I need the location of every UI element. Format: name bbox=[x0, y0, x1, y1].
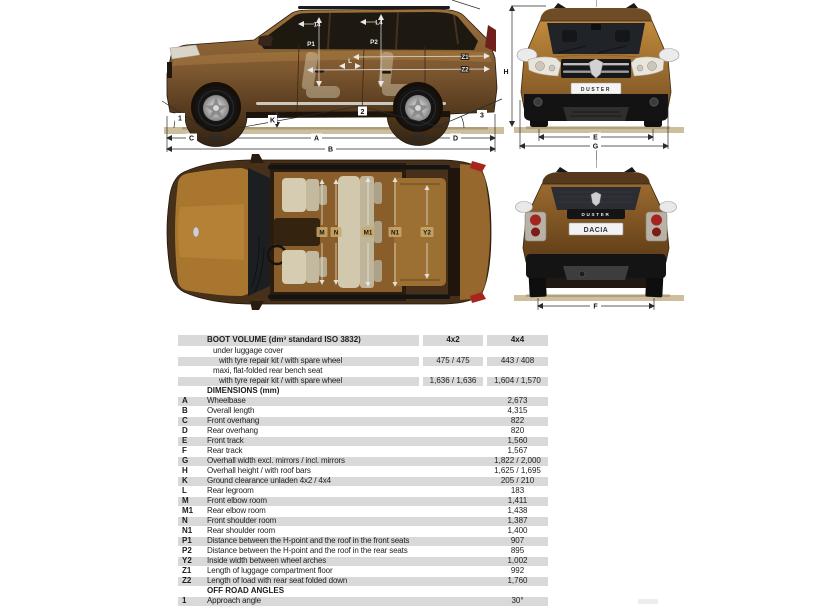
row-code: C bbox=[182, 416, 188, 425]
row-label: Approach angle bbox=[207, 596, 261, 605]
row-code: P1 bbox=[182, 536, 192, 545]
fog-light bbox=[534, 98, 542, 106]
mirror bbox=[258, 35, 273, 46]
row-code: Y2 bbox=[182, 556, 192, 565]
mirror bbox=[250, 154, 264, 163]
row-label: Length of luggage compartment floor bbox=[207, 566, 333, 575]
skid-plate bbox=[563, 107, 629, 121]
row-code: G bbox=[182, 456, 189, 465]
row-code: L bbox=[182, 486, 187, 495]
tow-hook bbox=[579, 271, 585, 277]
table-row bbox=[178, 576, 548, 586]
row-label: Rear track bbox=[207, 446, 243, 455]
col-header-4x4: 4x4 bbox=[510, 335, 525, 344]
table-row bbox=[178, 396, 548, 406]
row-value: 1,822 / 2,000 bbox=[494, 456, 541, 465]
table-row bbox=[178, 446, 548, 456]
row-value: 205 / 210 bbox=[500, 476, 535, 485]
label-n1: N1 bbox=[390, 229, 400, 237]
table-row bbox=[178, 426, 548, 436]
row-label: with tyre repair kit / with spare wheel bbox=[219, 356, 343, 365]
row-label: Inside width between wheel arches bbox=[207, 556, 327, 565]
label-c: C bbox=[188, 135, 195, 143]
row-value-4x4: 443 / 408 bbox=[500, 356, 535, 365]
row-code: N1 bbox=[182, 526, 193, 535]
label-m1: M1 bbox=[363, 229, 373, 237]
table-row bbox=[178, 526, 548, 536]
table-row bbox=[178, 546, 548, 556]
top-view-diagram bbox=[156, 152, 500, 310]
table-row bbox=[178, 586, 548, 596]
row-label: OFF ROAD ANGLES bbox=[207, 586, 285, 595]
label-f: F bbox=[593, 303, 598, 311]
mirror bbox=[250, 301, 264, 310]
table-row bbox=[178, 486, 548, 496]
row-label: Front elbow room bbox=[207, 496, 267, 505]
table-row bbox=[178, 556, 548, 566]
table-row bbox=[178, 536, 548, 546]
row-value: 820 bbox=[510, 426, 525, 435]
label-a: A bbox=[313, 135, 320, 143]
row-value: 1,002 bbox=[507, 556, 528, 565]
row-label: Front track bbox=[207, 436, 244, 445]
row-label: Wheelbase bbox=[207, 396, 246, 405]
row-label: Length of load with rear seat folded down bbox=[207, 576, 348, 585]
table-row bbox=[178, 596, 548, 606]
row-label: Overhall height / with roof bars bbox=[207, 466, 311, 475]
row-label: Distance between the H-point and the roof in the rear seats bbox=[207, 546, 408, 555]
row-value: 907 bbox=[510, 536, 525, 545]
row-value: 30° bbox=[511, 596, 524, 605]
window-band bbox=[259, 12, 478, 50]
windshield bbox=[248, 168, 270, 296]
row-code: H bbox=[182, 466, 188, 475]
row-code: K bbox=[182, 476, 188, 485]
label-approach: 1 bbox=[178, 115, 182, 123]
roof-bar bbox=[626, 3, 638, 8]
roof-bar bbox=[624, 167, 636, 172]
dacia-badge bbox=[193, 227, 199, 237]
table-row bbox=[178, 346, 548, 356]
tailgate bbox=[460, 164, 490, 300]
row-value-4x2: 1,636 / 1,636 bbox=[429, 376, 477, 385]
row-code: Z1 bbox=[182, 566, 192, 575]
row-value: 1,438 bbox=[507, 506, 528, 515]
table-row bbox=[178, 476, 548, 486]
row-label: Rear legroom bbox=[207, 486, 254, 495]
row-code: D bbox=[182, 426, 188, 435]
row-label: Overall length bbox=[207, 406, 255, 415]
plate-text: DUSTER bbox=[580, 87, 612, 93]
table-row bbox=[178, 356, 548, 366]
artifact-smudge bbox=[638, 599, 658, 604]
car-top bbox=[167, 154, 491, 310]
label-departure: 3 bbox=[480, 112, 484, 120]
label-b: B bbox=[327, 146, 334, 154]
spec-table bbox=[178, 334, 548, 606]
label-p2: P2 bbox=[370, 39, 378, 46]
label-z2: Z2 bbox=[461, 66, 469, 74]
label-h: H bbox=[503, 69, 509, 76]
label-m: M bbox=[319, 229, 325, 237]
table-row bbox=[178, 496, 548, 506]
mirror-right bbox=[660, 202, 677, 213]
row-value: 822 bbox=[510, 416, 525, 425]
table-row bbox=[178, 376, 548, 386]
roof-rail bbox=[298, 6, 450, 9]
row-value: 1,567 bbox=[507, 446, 528, 455]
label-p1: P1 bbox=[307, 41, 315, 48]
row-label: with tyre repair kit / with spare wheel bbox=[219, 376, 343, 385]
roof-rail bbox=[268, 295, 450, 300]
label-d: D bbox=[452, 135, 459, 143]
row-value: 1,560 bbox=[507, 436, 528, 445]
row-code: 1 bbox=[182, 596, 187, 605]
side-view-diagram bbox=[158, 0, 509, 158]
grille-edge bbox=[167, 62, 172, 78]
row-code: Z2 bbox=[182, 576, 192, 585]
row-label: Distance between the H-point and the roof in the front seats bbox=[207, 536, 410, 545]
rearview-mirror bbox=[591, 24, 601, 30]
front-view-diagram bbox=[500, 0, 700, 160]
roof-rail bbox=[268, 165, 450, 170]
dimension-labels bbox=[590, 302, 601, 311]
row-label: Front overhang bbox=[207, 416, 260, 425]
headrest bbox=[615, 30, 630, 42]
row-code: E bbox=[182, 436, 188, 445]
col-header-4x2: 4x2 bbox=[446, 335, 460, 344]
table-row bbox=[178, 516, 548, 526]
row-value: 1,760 bbox=[507, 576, 528, 585]
table-row bbox=[178, 566, 548, 576]
row-label: under luggage cover bbox=[213, 346, 284, 355]
row-code: B bbox=[182, 406, 188, 415]
fog-light bbox=[650, 98, 658, 106]
badge-text: DUSTER bbox=[581, 212, 611, 217]
table-row bbox=[178, 416, 548, 426]
label-y2: Y2 bbox=[423, 229, 431, 237]
rear-window bbox=[448, 168, 460, 296]
door-handle bbox=[315, 70, 324, 73]
label-k: K bbox=[269, 117, 276, 125]
table-row bbox=[178, 466, 548, 476]
row-label: Rear shoulder room bbox=[207, 526, 275, 535]
row-value: 992 bbox=[510, 566, 525, 575]
table-row bbox=[178, 436, 548, 446]
label-breakover: 2 bbox=[360, 109, 365, 116]
rear-bench bbox=[338, 176, 382, 288]
row-label: Rear elbow room bbox=[207, 506, 266, 515]
row-code: M bbox=[182, 496, 189, 505]
door-handle bbox=[382, 71, 391, 74]
car-front bbox=[517, 3, 679, 127]
car-side bbox=[167, 6, 497, 146]
row-value: 1,411 bbox=[507, 496, 528, 505]
row-label: Front shoulder room bbox=[207, 516, 277, 525]
table-row bbox=[178, 406, 548, 416]
car-rear bbox=[516, 167, 677, 297]
skid-plate bbox=[563, 266, 629, 280]
row-value: 1,387 bbox=[507, 516, 528, 525]
table-row bbox=[178, 506, 548, 516]
label-l: L bbox=[348, 58, 352, 65]
row-code: M1 bbox=[182, 506, 194, 515]
row-label: Rear overhang bbox=[207, 426, 258, 435]
row-value: 2,673 bbox=[507, 396, 528, 405]
table-row bbox=[178, 386, 548, 396]
row-label: Overhall width excl. mirrors / incl. mirrors bbox=[207, 456, 345, 465]
table-row bbox=[178, 366, 548, 376]
row-code: N bbox=[182, 516, 188, 525]
mirror-left bbox=[516, 202, 533, 213]
row-value-4x2: 475 / 475 bbox=[436, 356, 470, 365]
label-14: 14 bbox=[313, 21, 321, 29]
plate-text: DACIA bbox=[583, 227, 609, 234]
row-value: 183 bbox=[510, 486, 525, 495]
label-n: N bbox=[333, 229, 339, 237]
row-value: 4,315 bbox=[507, 406, 528, 415]
row-label: Ground clearance unladen 4x2 / 4x4 bbox=[207, 476, 331, 485]
label-l4: L4 bbox=[375, 19, 383, 27]
cargo-mat bbox=[394, 178, 446, 286]
row-code: F bbox=[182, 446, 187, 455]
row-value-4x4: 1,604 / 1,570 bbox=[494, 376, 541, 385]
table-header-row bbox=[178, 334, 548, 346]
label-g: G bbox=[592, 143, 599, 151]
roof bbox=[540, 8, 652, 21]
headrest bbox=[562, 30, 577, 42]
row-value: 895 bbox=[510, 546, 525, 555]
center-console bbox=[274, 218, 320, 246]
row-label: DIMENSIONS (mm) bbox=[207, 386, 280, 395]
roof-bar bbox=[554, 3, 566, 8]
row-code: A bbox=[182, 396, 188, 405]
row-label: maxi, flat-folded rear bench seat bbox=[213, 366, 323, 375]
row-label: BOOT VOLUME (dm³ standard ISO 3832) bbox=[207, 335, 361, 344]
roof-bar bbox=[556, 167, 568, 172]
rear-wheel bbox=[393, 82, 443, 132]
row-code: P2 bbox=[182, 546, 192, 555]
rear-view-diagram bbox=[500, 148, 700, 312]
roof bbox=[542, 172, 650, 184]
table-row bbox=[178, 456, 548, 466]
row-value: 1,625 / 1,695 bbox=[494, 466, 541, 475]
label-z1: Z1 bbox=[461, 54, 469, 61]
label-e: E bbox=[593, 134, 598, 142]
row-value: 1,400 bbox=[507, 526, 528, 535]
